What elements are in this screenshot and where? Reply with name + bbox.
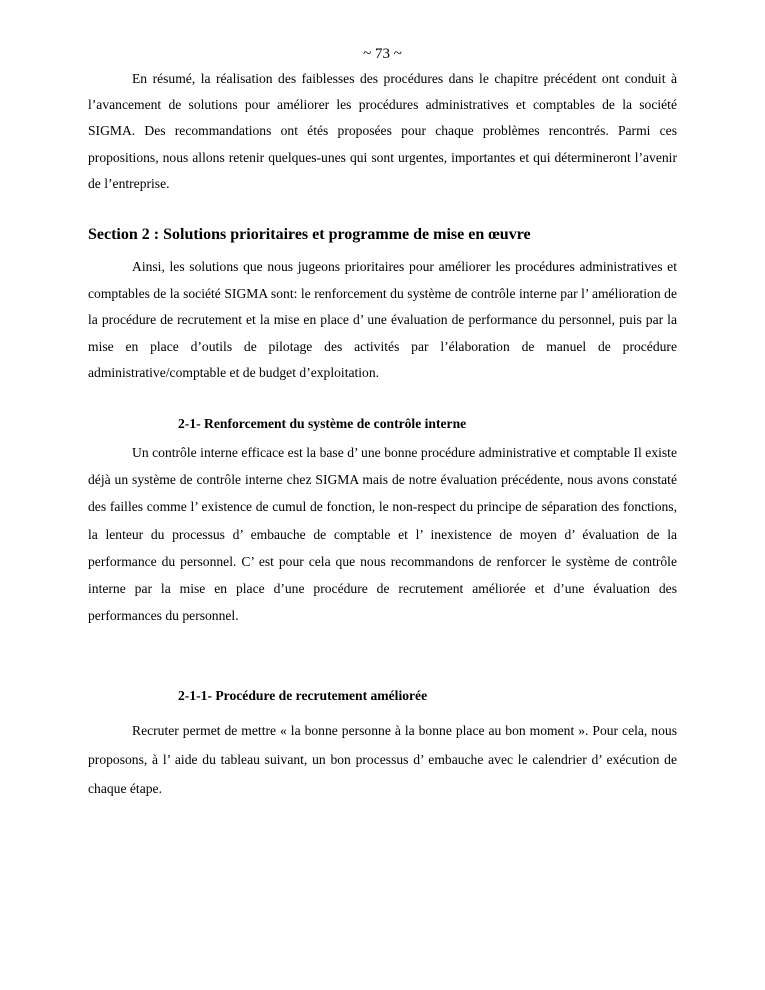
internal-control-paragraph: Un contrôle interne efficace est la base d’ une bonne procédure administrative et comptable Il existe déjà un système de contrôle interne chez SIGMA mais de notre évaluation précédente, nous avons constaté des failles comme l’ existence de cumul de fonction, le non-respect du principe de séparation des fonctions, la lenteur du processus d’ embauche de comptable et l’ inexistence de moyen d’ évaluation de la performance du personnel. C’ est pour cela que nous recommandons de renforcer le système de contrôle interne par la mise en place d’une procédure de recrutement améliorée et d’une évaluation des performances du personnel. bbox=[88, 445, 677, 624]
recruitment-paragraph: Recruter permet de mettre « la bonne personne à la bonne place au bon moment ». Pour cela, nous proposons, à l’ aide du tableau suivant, un bon processus d’ embauche avec le calendrier d’ exécution de chaque étape. bbox=[88, 723, 677, 796]
priorities-paragraph: Ainsi, les solutions que nous jugeons prioritaires pour améliorer les procédures administratives et comptables de la société SIGMA sont: le renforcement du système de contrôle interne par l’ amélioration de la procédure de recrutement et la mise en place d’ une évaluation de performance du personnel, puis par la mise en place d’outils de pilotage des activités par l’élaboration de manuel de procédure administrative/comptable et de budget d’exploitation. bbox=[88, 259, 677, 381]
subsection-2-1-title: 2-1- Renforcement du système de contrôle interne bbox=[178, 416, 467, 431]
section-2-title: Section 2 : Solutions prioritaires et programme de mise en œuvre bbox=[88, 226, 531, 243]
page-number: ~ 73 ~ bbox=[363, 46, 402, 62]
subsection-2-1-1-title: 2-1-1- Procédure de recrutement améliorée bbox=[178, 688, 428, 703]
summary-paragraph: En résumé, la réalisation des faiblesses des procédures dans le chapitre précédent ont conduit à l’avancement de solutions pour améliorer les procédures administratives et comptables de la société SIGMA. Des recommandations ont étés proposées pour chaque problèmes rencontrés. Parmi ces propositions, nous allons retenir quelques-unes qui sont urgentes, importantes et qui détermineront l’avenir de l’entreprise. bbox=[88, 71, 677, 191]
